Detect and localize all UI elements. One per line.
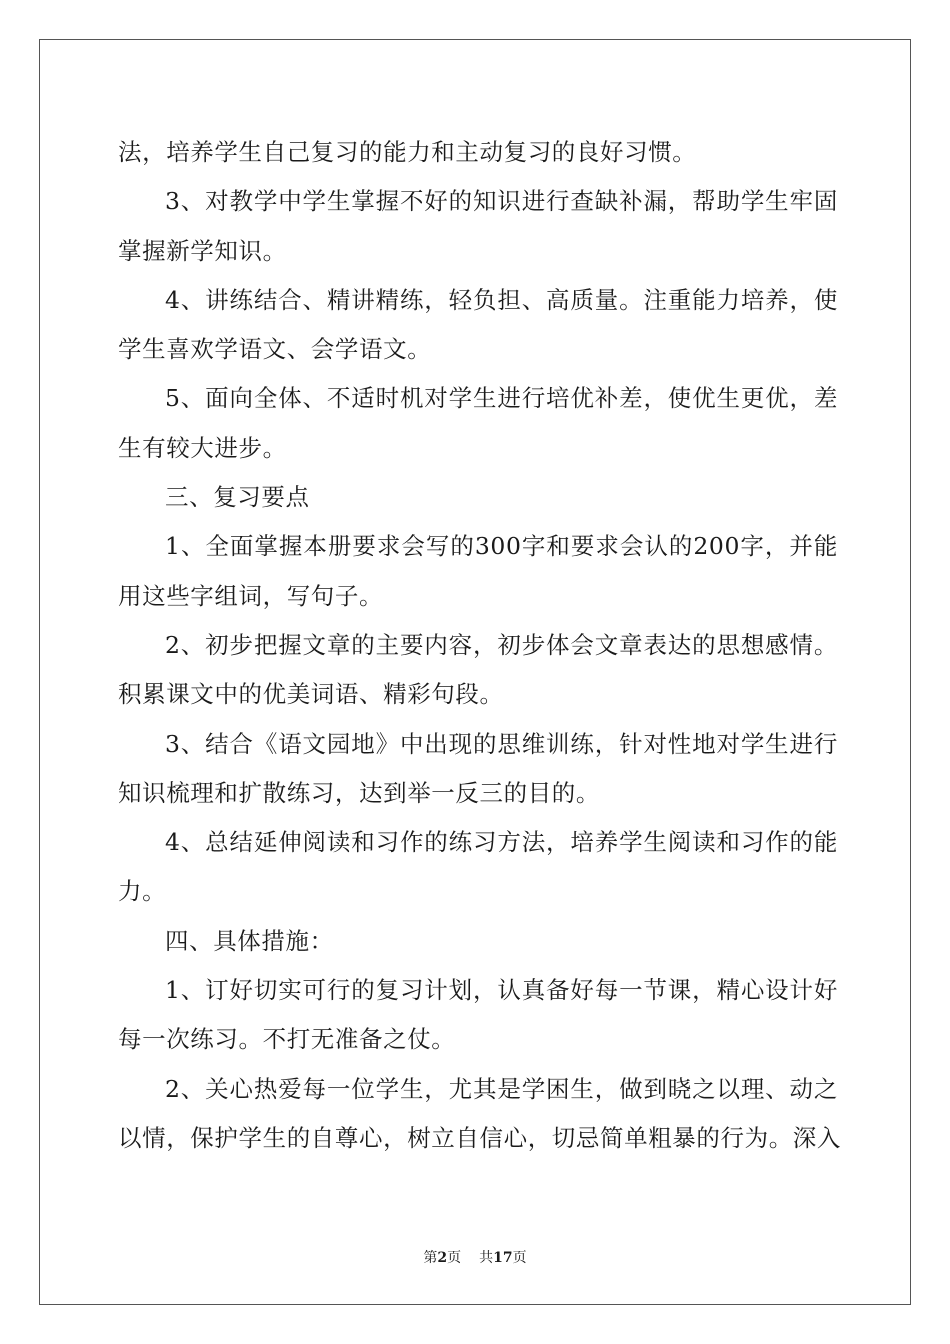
paragraph-line: 学生喜欢学语文、会学语文。 (118, 335, 432, 364)
paragraph-line: 2、关心热爱每一位学生，尤其是学困生，做到晓之以理、动之 (165, 1074, 838, 1103)
paragraph-line: 3、对教学中学生掌握不好的知识进行查缺补漏，帮助学生牢固 (165, 187, 838, 216)
paragraph-line: 力。 (118, 877, 167, 906)
paragraph-line: 3、结合《语文园地》中出现的思维训练，针对性地对学生进行 (165, 729, 838, 758)
section-heading: 三、复习要点 (165, 483, 310, 512)
paragraph-line: 掌握新学知识。 (118, 236, 287, 265)
page-suffix: 页 (447, 1250, 462, 1266)
paragraph-line: 法，培养学生自己复习的能力和主动复习的良好习惯。 (118, 138, 697, 166)
paragraph-line: 用这些字组词，写句子。 (118, 581, 384, 610)
paragraph-line: 2、初步把握文章的主要内容，初步体会文章表达的思想感情。 (165, 630, 838, 659)
paragraph-line: 4、总结延伸阅读和习作的练习方法，培养学生阅读和习作的能 (165, 828, 838, 857)
paragraph-line: 以情，保护学生的自尊心，树立自信心，切忌简单粗暴的行为。深入 (118, 1123, 841, 1152)
paragraph-line: 1、全面掌握本册要求会写的300字和要求会认的200字，并能 (165, 532, 838, 561)
document-body (118, 128, 841, 1163)
paragraph-line: 5、面向全体、不适时机对学生进行培优补差，使优生更优，差 (165, 384, 838, 413)
paragraph-line: 1、订好切实可行的复习计划，认真备好每一节课，精心设计好 (165, 976, 838, 1005)
section-heading: 四、具体措施： (165, 926, 334, 955)
total-pages: 17 (493, 1250, 513, 1266)
paragraph-line: 积累课文中的优美词语、精彩句段。 (118, 680, 504, 709)
page-number: 2 (437, 1250, 448, 1266)
page-footer (0, 1247, 950, 1267)
page-prefix: 第 (423, 1250, 438, 1266)
paragraph-line: 4、讲练结合、精讲精练，轻负担、高质量。注重能力培养，使 (165, 285, 838, 314)
total-suffix: 页 (512, 1250, 527, 1266)
total-prefix: 共 (479, 1250, 494, 1266)
paragraph-line: 生有较大进步。 (118, 433, 287, 462)
paragraph-line: 每一次练习。不打无准备之仗。 (118, 1025, 456, 1054)
paragraph-line: 知识梳理和扩散练习，达到举一反三的目的。 (118, 778, 600, 807)
